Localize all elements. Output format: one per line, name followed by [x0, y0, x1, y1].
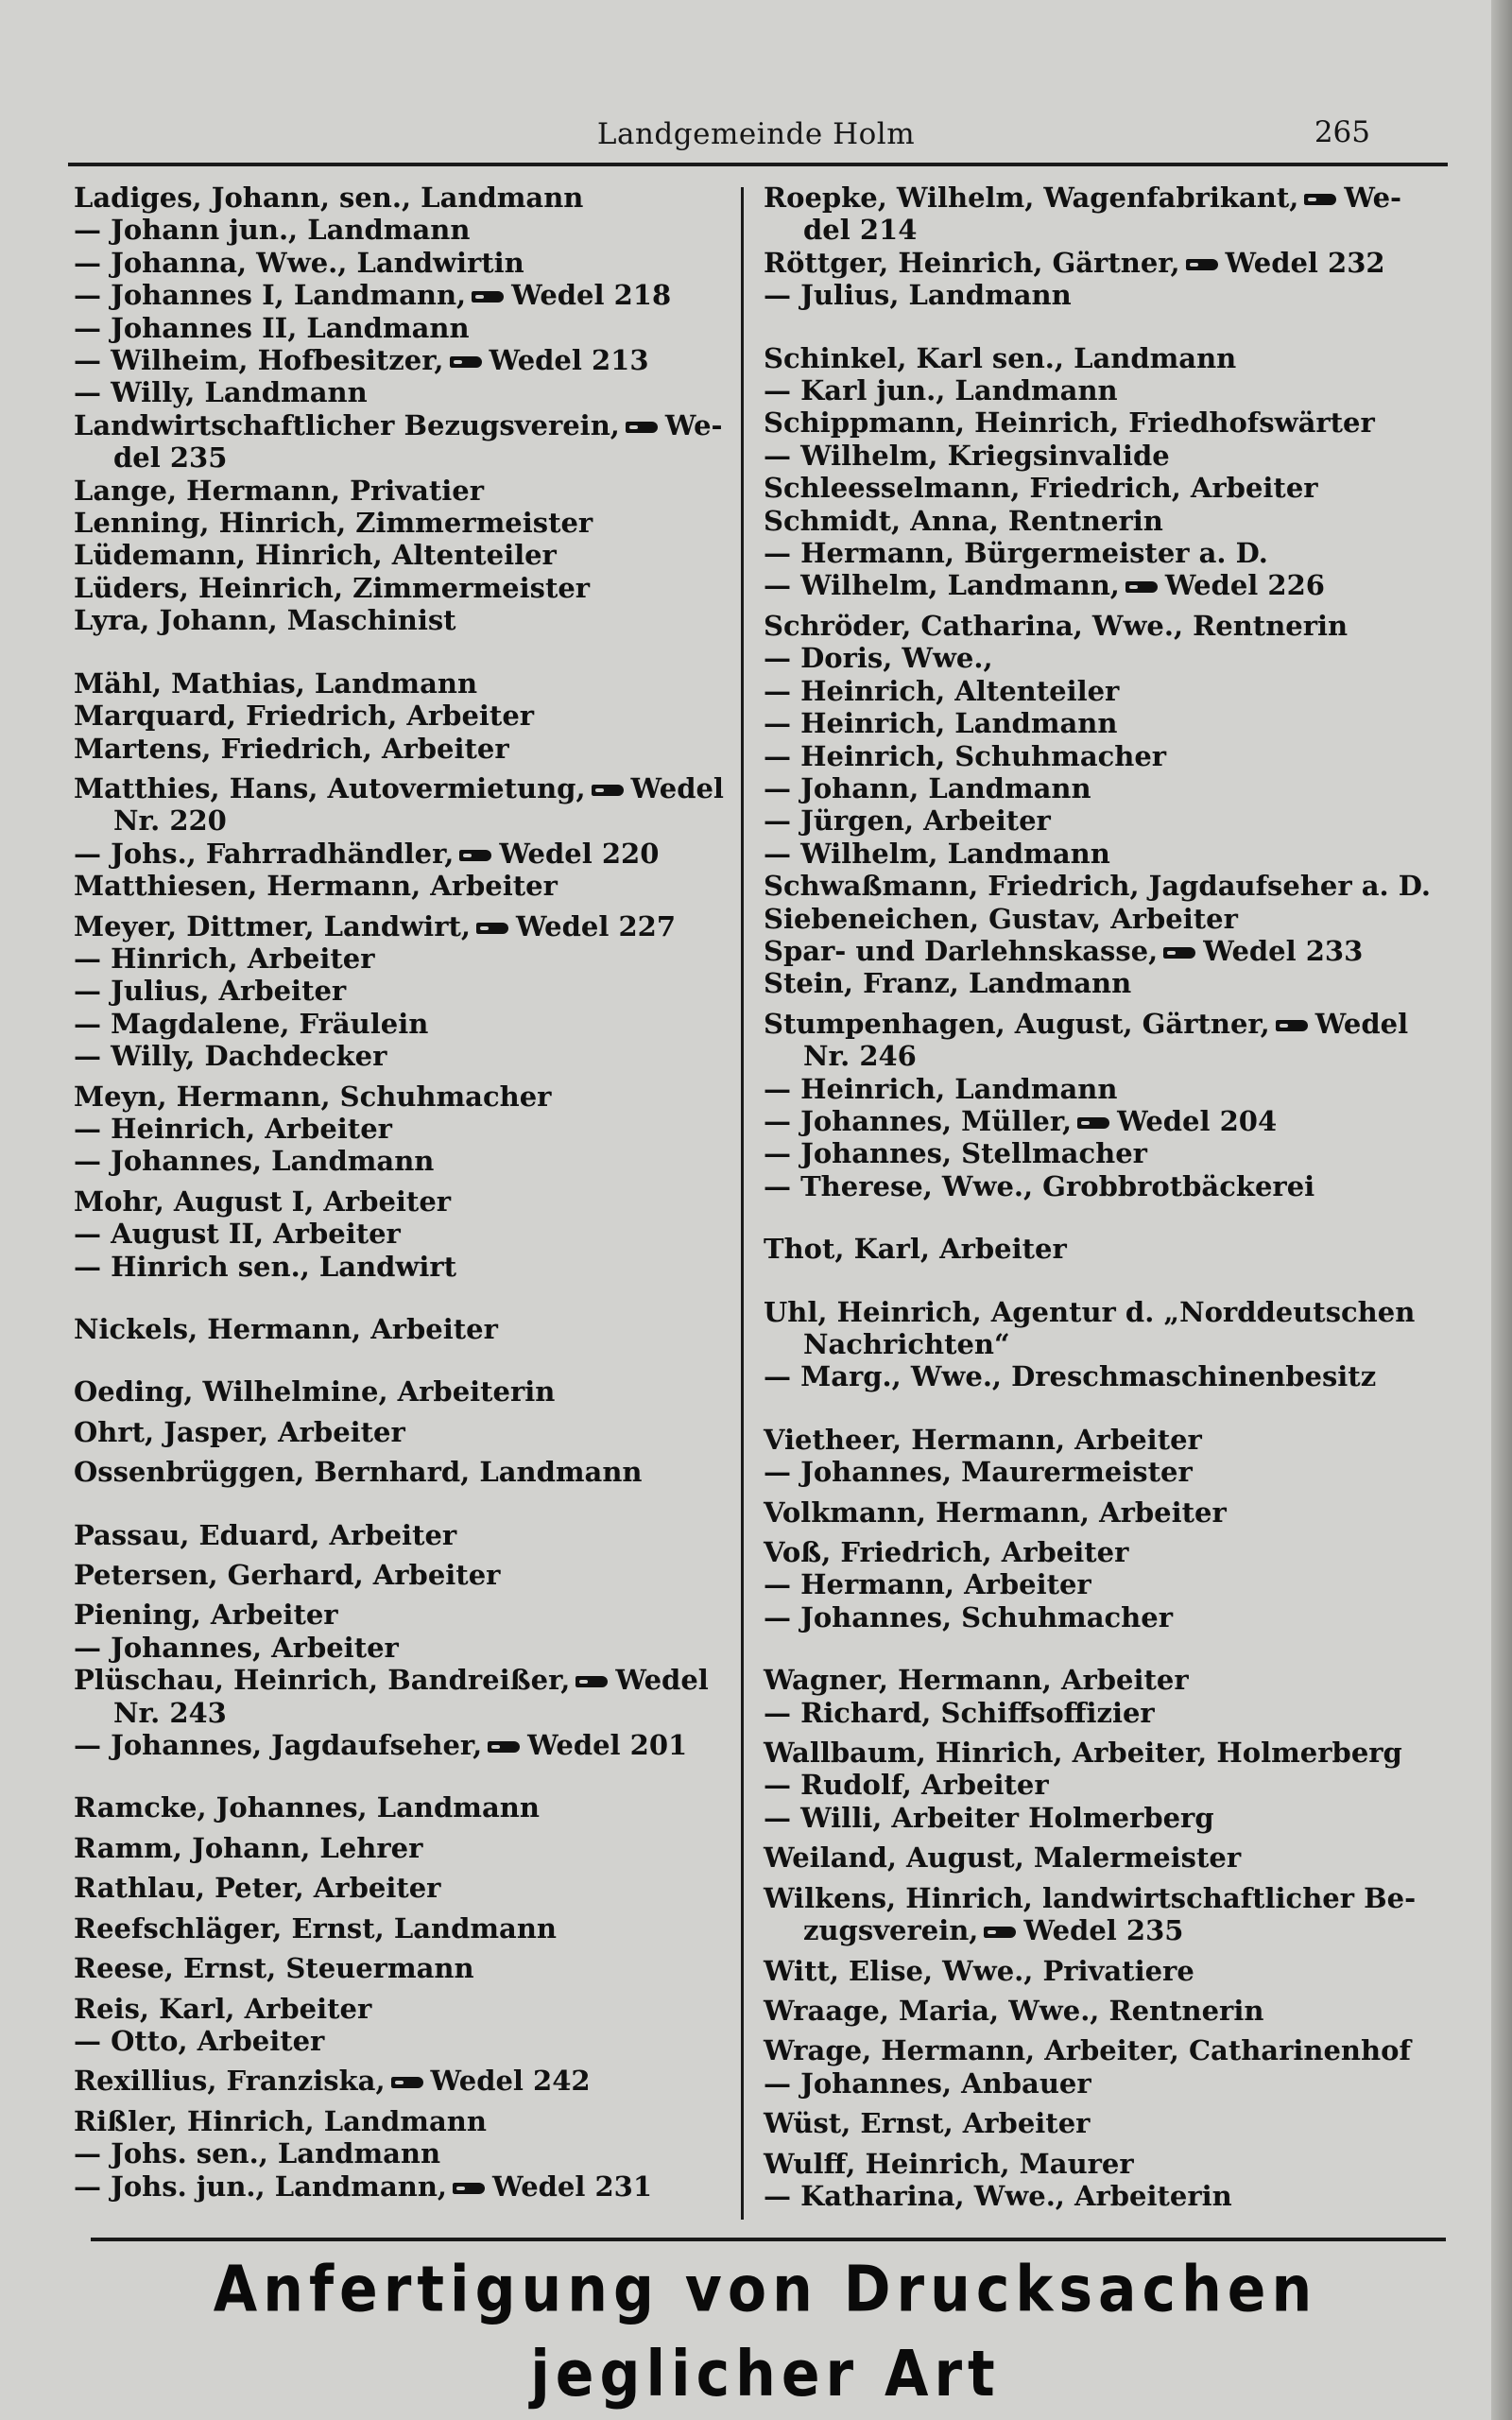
entry-text: Passau, Eduard, Arbeiter: [74, 1518, 457, 1551]
directory-entry: [74, 1832, 735, 1864]
entry-text: Röttger, Heinrich, Gärtner,: [764, 246, 1180, 279]
directory-entry: [74, 182, 735, 214]
entry-text: — Otto, Arbeiter: [74, 2024, 325, 2057]
directory-entry: [74, 604, 735, 636]
entry-text: — Johs. jun., Landmann,: [74, 2169, 447, 2203]
entry-text: — Willy, Landmann: [74, 376, 368, 409]
entry-text: Ossenbrüggen, Bernhard, Landmann: [74, 1456, 643, 1489]
directory-entry: [764, 569, 1440, 601]
directory-entry: [74, 942, 735, 975]
telephone-icon: [453, 2181, 485, 2196]
directory-entry: [764, 1737, 1440, 1769]
entry-text: Stumpenhagen, August, Gärtner,: [764, 1007, 1270, 1040]
page-header: [66, 112, 1446, 159]
entry-text: — Therese, Wwe., Grobbrotbäckerei: [764, 1169, 1315, 1202]
directory-entry: [764, 1040, 1440, 1072]
directory-entry: [764, 214, 1440, 246]
entry-text: Roepke, Wilhelm, Wagenfabrikant,: [764, 182, 1299, 214]
entry-text: Wulff, Heinrich, Maurer: [764, 2147, 1134, 2180]
entry-text: Thot, Karl, Arbeiter: [764, 1233, 1067, 1266]
phone-number: Wedel 235: [1023, 1914, 1184, 1947]
entry-text: Schinkel, Karl sen., Landmann: [764, 341, 1237, 374]
page-title: Landgemeinde Holm: [596, 117, 916, 151]
entry-text: — August II, Arbeiter: [74, 1218, 401, 1251]
phone-number: We-: [1344, 182, 1402, 214]
entry-text: Wraage, Maria, Wwe., Rentnerin: [764, 1994, 1264, 2027]
entry-text: — Hermann, Bürgermeister a. D.: [764, 537, 1268, 570]
scan-edge: [1491, 0, 1512, 2420]
entry-text: Schmidt, Anna, Rentnerin: [764, 504, 1163, 537]
telephone-icon: [1077, 1115, 1109, 1131]
entry-text: — Johannes, Jagdaufseher,: [74, 1729, 483, 1762]
phone-number: Wedel 242: [430, 2065, 591, 2098]
directory-entry: [74, 1993, 735, 2025]
directory-entry: [74, 2170, 735, 2203]
entry-text: — Johann jun., Landmann: [74, 214, 471, 247]
entry-text: Wallbaum, Hinrich, Arbeiter, Holmerberg: [764, 1737, 1402, 1770]
entry-text: Lange, Hermann, Privatier: [74, 474, 485, 507]
directory-entry: [74, 507, 735, 539]
entry-text: Meyn, Hermann, Schuhmacher: [74, 1080, 552, 1113]
entry-text: — Hermann, Arbeiter: [764, 1568, 1091, 1601]
directory-entry: [764, 2107, 1440, 2139]
directory-entry: [764, 440, 1440, 472]
phone-number: Wedel 201: [527, 1729, 688, 1762]
directory-entry: [764, 1328, 1440, 1360]
entry-text: Matthies, Hans, Autovermietung,: [74, 771, 586, 804]
directory-entry: [764, 1296, 1440, 1328]
entry-text: Marquard, Friedrich, Arbeiter: [74, 700, 535, 733]
entry-text: — Hinrich, Arbeiter: [74, 942, 375, 975]
entry-text: Ladiges, Johann, sen., Landmann: [74, 182, 584, 214]
entry-text: — Julius, Landmann: [764, 279, 1072, 312]
entry-text: Wagner, Hermann, Arbeiter: [764, 1664, 1189, 1697]
entry-text: — Willy, Dachdecker: [74, 1040, 387, 1073]
entry-text: Spar- und Darlehnskasse,: [764, 934, 1159, 967]
directory-entry: [764, 707, 1440, 739]
directory-entry: [764, 642, 1440, 674]
directory-entry: [764, 1955, 1440, 1987]
telephone-icon: [450, 354, 482, 370]
entry-text: — Johannes, Müller,: [764, 1104, 1073, 1137]
phone-number: Wedel 227: [515, 909, 676, 942]
entry-text: Nachrichten“: [803, 1328, 1010, 1360]
entry-text: Landwirtschaftlicher Bezugsverein,: [74, 408, 620, 441]
telephone-icon: [1304, 192, 1336, 207]
entry-text: — Wilhelm, Kriegsinvalide: [764, 439, 1170, 472]
directory-entry: [74, 1251, 735, 1283]
entry-text: del 235: [113, 441, 228, 475]
directory-entry: [74, 910, 735, 942]
directory-entry: [74, 1559, 735, 1591]
entry-text: Lyra, Johann, Maschinist: [74, 604, 456, 637]
telephone-icon: [984, 1925, 1016, 1940]
phone-number: Wedel 233: [1203, 934, 1364, 967]
directory-entry: [764, 935, 1440, 967]
entry-text: Petersen, Gerhard, Arbeiter: [74, 1559, 501, 1592]
entry-text: Rißler, Hinrich, Landmann: [74, 2104, 487, 2137]
entry-text: — Johannes, Maurermeister: [764, 1456, 1193, 1489]
directory-entry: [764, 537, 1440, 569]
directory-entry: [74, 733, 735, 765]
directory-entry: [764, 1008, 1440, 1040]
directory-entry: [74, 700, 735, 732]
directory-entry: [74, 772, 735, 804]
directory-entry: [74, 1952, 735, 1984]
entry-text: — Magdalene, Fräulein: [74, 1007, 429, 1040]
entry-text: — Heinrich, Altenteiler: [764, 674, 1120, 707]
entry-text: del 214: [803, 214, 918, 247]
entry-text: — Johs. sen., Landmann: [74, 2137, 441, 2170]
phone-number: Wedel 218: [511, 279, 672, 312]
entry-text: Witt, Elise, Wwe., Privatiere: [764, 1954, 1194, 1987]
left-column: [74, 182, 735, 2233]
directory-entry: [764, 610, 1440, 642]
directory-entry: [764, 1424, 1440, 1456]
entry-text: — Jürgen, Arbeiter: [764, 804, 1051, 838]
entry-text: Martens, Friedrich, Arbeiter: [74, 732, 509, 765]
page-number: 265: [1314, 115, 1370, 149]
phone-number: Wedel 231: [492, 2169, 653, 2203]
phone-number: We-: [664, 408, 723, 441]
telephone-icon: [1125, 579, 1158, 595]
directory-entry: [74, 1416, 735, 1448]
entry-text: — Johannes, Anbauer: [764, 2066, 1091, 2100]
directory-entry: [764, 804, 1440, 837]
entry-text: — Karl jun., Landmann: [764, 374, 1118, 407]
entry-text: Piening, Arbeiter: [74, 1599, 338, 1632]
directory-entry: [764, 870, 1440, 902]
telephone-icon: [1163, 945, 1195, 960]
entry-text: Mohr, August I, Arbeiter: [74, 1184, 452, 1218]
telephone-icon: [592, 783, 624, 798]
directory-entry: [74, 1664, 735, 1696]
entry-text: — Willi, Arbeiter Holmerberg: [764, 1801, 1214, 1834]
directory-entry: [764, 903, 1440, 935]
entry-text: Wüst, Ernst, Arbeiter: [764, 2107, 1091, 2140]
telephone-icon: [476, 921, 508, 936]
directory-entry: [74, 1456, 735, 1488]
entry-text: Lüdemann, Hinrich, Altenteiler: [74, 539, 557, 572]
telephone-icon: [391, 2075, 423, 2090]
entry-text: Wrage, Hermann, Arbeiter, Catharinenhof: [764, 2034, 1411, 2067]
entry-text: — Heinrich, Arbeiter: [74, 1112, 392, 1145]
directory-entry: [74, 1080, 735, 1113]
directory-entry: [74, 804, 735, 837]
phone-number: Wedel 204: [1117, 1104, 1278, 1137]
directory-entry: [764, 505, 1440, 537]
entry-text: Reis, Karl, Arbeiter: [74, 1992, 372, 2025]
footer-rule: [91, 2238, 1446, 2241]
directory-entry: [764, 967, 1440, 999]
directory-entry: [74, 838, 735, 870]
directory-entry: [74, 2105, 735, 2137]
directory-entry: [764, 1496, 1440, 1529]
directory-entry: [764, 2180, 1440, 2212]
directory-entry: [74, 1791, 735, 1824]
directory-entry: [764, 1456, 1440, 1488]
directory-entry: [74, 376, 735, 408]
directory-entry: [764, 2034, 1440, 2066]
telephone-icon: [1186, 257, 1218, 272]
entry-text: Plüschau, Heinrich, Bandreißer,: [74, 1664, 571, 1697]
directory-entry: [764, 406, 1440, 439]
directory-entry: [74, 975, 735, 1007]
entry-text: — Johannes II, Landmann: [74, 311, 470, 344]
directory-entry: [74, 539, 735, 571]
directory-entry: [764, 472, 1440, 504]
directory-entry: [74, 572, 735, 604]
directory-entry: [74, 1145, 735, 1177]
entry-text: — Heinrich, Landmann: [764, 707, 1118, 740]
entry-text: — Julius, Arbeiter: [74, 975, 347, 1008]
directory-entry: [764, 772, 1440, 804]
entry-text: — Johann, Landmann: [764, 771, 1091, 804]
entry-text: Wilkens, Hinrich, landwirtschaftlicher Be-: [764, 1881, 1417, 1914]
directory-entry: [764, 1841, 1440, 1874]
entry-text: — Doris, Wwe.,: [764, 642, 993, 675]
directory-entry: [764, 182, 1440, 214]
directory-entry: [764, 1601, 1440, 1634]
directory-entry: [74, 1113, 735, 1145]
directory-entry: [764, 2067, 1440, 2100]
entry-text: zugsverein,: [803, 1914, 979, 1947]
directory-entry: [764, 1664, 1440, 1696]
directory-entry: [764, 374, 1440, 406]
directory-entry: [764, 740, 1440, 772]
directory-entry: [74, 247, 735, 279]
entry-text: — Heinrich, Schuhmacher: [764, 739, 1167, 772]
entry-text: Oeding, Wilhelmine, Arbeiterin: [74, 1375, 556, 1409]
right-column: [764, 182, 1440, 2233]
phone-number: Wedel 226: [1164, 569, 1325, 602]
entry-text: Matthiesen, Hermann, Arbeiter: [74, 870, 558, 903]
directory-entry: [74, 2065, 735, 2097]
entry-text: Schwaßmann, Friedrich, Jagdaufseher a. D.: [764, 870, 1431, 903]
directory-entry: [74, 1872, 735, 1904]
directory-entry: [764, 1914, 1440, 1946]
directory-entry: [74, 1697, 735, 1729]
directory-entry: [74, 1599, 735, 1631]
directory-entry: [74, 2025, 735, 2057]
directory-entry: [764, 1105, 1440, 1137]
entry-text: — Johannes, Landmann: [74, 1145, 435, 1178]
directory-entry: [74, 1729, 735, 1761]
phone-number: Wedel 220: [499, 837, 660, 870]
directory-entry: [764, 1360, 1440, 1392]
directory-entry: [764, 279, 1440, 311]
entry-text: Vietheer, Hermann, Arbeiter: [764, 1423, 1202, 1456]
directory-entry: [764, 1073, 1440, 1105]
directory-entry: [764, 1137, 1440, 1169]
directory-entry: [74, 1040, 735, 1072]
directory-entry: [74, 214, 735, 246]
directory-entry: [764, 2148, 1440, 2180]
entry-text: — Katharina, Wwe., Arbeiterin: [764, 2179, 1232, 2212]
entry-text: — Rudolf, Arbeiter: [764, 1769, 1049, 1802]
directory-entry: [764, 1568, 1440, 1600]
entry-text: Nr. 243: [113, 1696, 227, 1729]
entry-text: Mähl, Mathias, Landmann: [74, 666, 478, 700]
directory-entry: [74, 279, 735, 311]
directory-entry: [764, 247, 1440, 279]
directory-entry: [74, 1008, 735, 1040]
directory-entry: [74, 2137, 735, 2169]
phone-number: Wedel: [630, 771, 724, 804]
directory-entry: [764, 342, 1440, 374]
entry-text: Ohrt, Jasper, Arbeiter: [74, 1415, 405, 1448]
directory-entry: [74, 1912, 735, 1945]
directory-entry: [764, 1882, 1440, 1914]
entry-text: — Hinrich sen., Landwirt: [74, 1250, 457, 1283]
entry-text: — Marg., Wwe., Dreschmaschinenbesitz: [764, 1360, 1377, 1393]
entry-text: Ramcke, Johannes, Landmann: [74, 1791, 540, 1824]
directory-entry: [74, 409, 735, 441]
entry-text: Stein, Franz, Landmann: [764, 967, 1132, 1000]
phone-number: Wedel: [615, 1664, 709, 1697]
phone-number: Wedel 232: [1225, 246, 1385, 279]
entry-text: Rexillius, Franziska,: [74, 2065, 386, 2098]
phone-number: Wedel 213: [489, 344, 649, 377]
entry-text: Schleesselmann, Friedrich, Arbeiter: [764, 472, 1318, 505]
telephone-icon: [472, 289, 504, 304]
directory-entry: [74, 312, 735, 344]
telephone-icon: [1276, 1018, 1308, 1033]
entry-text: — Johannes, Stellmacher: [764, 1137, 1147, 1170]
entry-text: — Richard, Schiffsoffizier: [764, 1696, 1155, 1729]
directory-entry: [74, 870, 735, 902]
entry-text: — Johanna, Wwe., Landwirtin: [74, 246, 524, 279]
entry-text: — Heinrich, Landmann: [764, 1072, 1118, 1105]
telephone-icon: [576, 1674, 608, 1689]
directory-entry: [74, 667, 735, 700]
entry-text: — Wilhelm, Landmann: [764, 837, 1110, 870]
entry-text: Schippmann, Heinrich, Friedhofswärter: [764, 406, 1375, 440]
directory-entry: [764, 1536, 1440, 1568]
entry-text: Weiland, August, Malermeister: [764, 1841, 1242, 1875]
telephone-icon: [626, 420, 658, 435]
directory-entry: [74, 1375, 735, 1408]
directory-entry: [74, 475, 735, 507]
directory-entry: [764, 1802, 1440, 1834]
directory-entry: [764, 1995, 1440, 2027]
directory-entry: [764, 838, 1440, 870]
entry-text: Nr. 246: [803, 1040, 917, 1073]
entry-text: — Wilheim, Hofbesitzer,: [74, 344, 444, 377]
entry-text: Schröder, Catharina, Wwe., Rentnerin: [764, 609, 1349, 642]
entry-text: — Johannes, Schuhmacher: [764, 1600, 1173, 1634]
entry-text: Reese, Ernst, Steuermann: [74, 1952, 474, 1985]
entry-text: — Johannes, Arbeiter: [74, 1631, 399, 1664]
entry-text: — Johs., Fahrradhändler,: [74, 837, 455, 870]
footer-advertisement: Anfertigung von Drucksachen jeglicher Art: [213, 2252, 1318, 2411]
entry-text: Nr. 220: [113, 804, 227, 838]
header-rule: [68, 163, 1448, 166]
directory-entry: [74, 1185, 735, 1218]
phone-number: Wedel: [1314, 1007, 1409, 1040]
entry-text: Reefschläger, Ernst, Landmann: [74, 1911, 558, 1945]
directory-entry: [764, 1170, 1440, 1202]
entry-text: — Johannes I, Landmann,: [74, 279, 467, 312]
entry-text: Volkmann, Hermann, Arbeiter: [764, 1495, 1227, 1529]
directory-entry: [764, 1769, 1440, 1801]
directory-entry: [74, 1632, 735, 1664]
directory-entry: [74, 1313, 735, 1345]
directory-entry: [74, 344, 735, 376]
entry-text: — Wilhelm, Landmann,: [764, 569, 1120, 602]
directory-entry: [764, 675, 1440, 707]
directory-entry: [74, 1519, 735, 1551]
directory-entry: [764, 1697, 1440, 1729]
telephone-icon: [459, 848, 491, 863]
entry-text: Rathlau, Peter, Arbeiter: [74, 1872, 441, 1905]
directory-entry: [764, 1233, 1440, 1265]
telephone-icon: [488, 1739, 520, 1754]
entry-text: Meyer, Dittmer, Landwirt,: [74, 909, 471, 942]
entry-text: Lüders, Heinrich, Zimmermeister: [74, 571, 591, 604]
directory-entry: [74, 441, 735, 474]
directory-entry: [74, 1218, 735, 1250]
entry-text: Ramm, Johann, Lehrer: [74, 1831, 423, 1864]
entry-text: Uhl, Heinrich, Agentur d. „Norddeutschen: [764, 1295, 1416, 1328]
entry-text: Nickels, Hermann, Arbeiter: [74, 1313, 498, 1345]
entry-text: Lenning, Hinrich, Zimmermeister: [74, 507, 593, 540]
column-divider: [741, 187, 744, 2220]
entry-text: Voß, Friedrich, Arbeiter: [764, 1536, 1129, 1569]
entry-text: Siebeneichen, Gustav, Arbeiter: [764, 902, 1238, 935]
